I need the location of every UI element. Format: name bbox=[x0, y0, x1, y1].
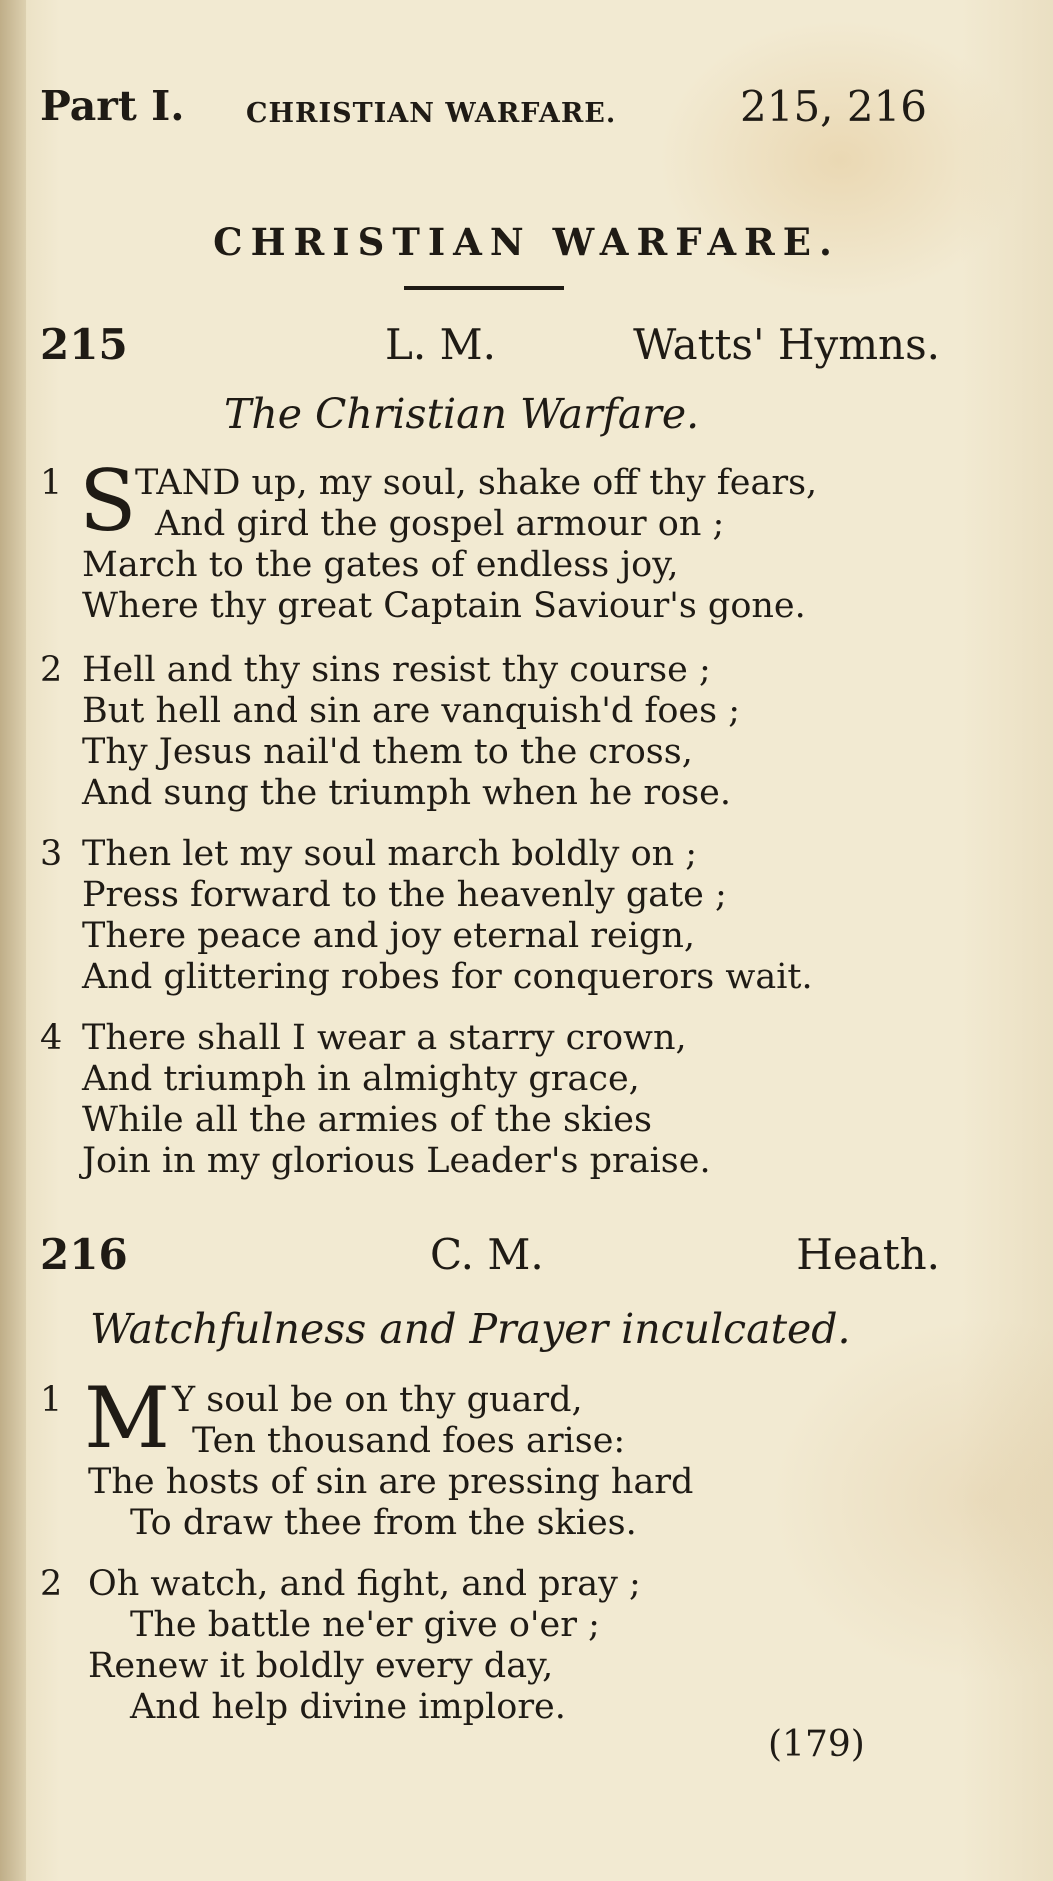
verse-line: And sung the triumph when he rose. bbox=[82, 773, 732, 813]
verse bbox=[40, 452, 940, 633]
verse-number: 1 bbox=[40, 463, 63, 503]
hymn-number: 216 bbox=[40, 1230, 128, 1279]
page-gutter bbox=[0, 0, 26, 1881]
verse-line: But hell and sin are vanquish'd foes ; bbox=[82, 691, 741, 731]
verse-line: The hosts of sin are pressing hard bbox=[88, 1462, 694, 1502]
verse-line: Hell and thy sins resist thy course ; bbox=[82, 650, 711, 690]
running-head bbox=[40, 82, 940, 142]
verse-number: 4 bbox=[40, 1018, 63, 1058]
section-heading: CHRISTIAN WARFARE. bbox=[213, 220, 840, 264]
verse-line: And gird the gospel armour on ; bbox=[155, 504, 725, 544]
drop-cap: M bbox=[84, 1369, 171, 1467]
verse-line: There shall I wear a starry crown, bbox=[82, 1018, 687, 1058]
verse-line: Press forward to the heavenly gate ; bbox=[82, 875, 727, 915]
hymn-source: Watts' Hymns. bbox=[633, 320, 940, 369]
verse-line: Y soul be on thy guard, bbox=[172, 1380, 583, 1420]
verse-line: The battle ne'er give o'er ; bbox=[130, 1605, 600, 1645]
hymn-number: 215 bbox=[40, 320, 128, 369]
verse-line: Oh watch, and fight, and pray ; bbox=[88, 1564, 641, 1604]
verse-line: There peace and joy eternal reign, bbox=[82, 916, 696, 956]
verse-number: 1 bbox=[40, 1380, 63, 1420]
section-rule bbox=[404, 286, 564, 290]
running-head-title: CHRISTIAN WARFARE. bbox=[246, 98, 617, 129]
hymn-subtitle: The Christian Warfare. bbox=[224, 390, 700, 438]
hymn-meter: C. M. bbox=[430, 1230, 544, 1279]
verse-line: Thy Jesus nail'd them to the cross, bbox=[82, 732, 693, 772]
verse-line: While all the armies of the skies bbox=[82, 1100, 652, 1140]
verse-line: March to the gates of endless joy, bbox=[82, 545, 679, 585]
verse bbox=[40, 1369, 940, 1550]
verse-line: Ten thousand foes arise: bbox=[192, 1421, 626, 1461]
verse-line: Renew it boldly every day, bbox=[88, 1646, 554, 1686]
verse-number: 3 bbox=[40, 834, 63, 874]
hymn-subtitle: Watchfulness and Prayer inculcated. bbox=[90, 1305, 851, 1353]
page-number: (179) bbox=[768, 1724, 865, 1765]
verse-number: 2 bbox=[40, 650, 63, 690]
verse bbox=[40, 834, 940, 1004]
verse bbox=[40, 1564, 940, 1734]
verse-line: Where thy great Captain Saviour's gone. bbox=[82, 586, 806, 626]
verse-line: Then let my soul march boldly on ; bbox=[82, 834, 698, 874]
verse-number: 2 bbox=[40, 1564, 63, 1604]
hymn-source: Heath. bbox=[796, 1230, 940, 1279]
verse-line: And triumph in almighty grace, bbox=[82, 1059, 640, 1099]
running-head-hymn-numbers: 215, 216 bbox=[740, 82, 928, 131]
verse-line: Join in my glorious Leader's praise. bbox=[82, 1141, 711, 1181]
verse-line: TAND up, my soul, shake off thy fears, bbox=[135, 463, 818, 503]
hymn-header bbox=[40, 1230, 940, 1286]
verse-line: To draw thee from the skies. bbox=[130, 1503, 637, 1543]
verse-line: And help divine implore. bbox=[130, 1687, 566, 1727]
running-head-part: Part I. bbox=[40, 82, 185, 130]
drop-cap: S bbox=[79, 452, 137, 550]
verse bbox=[40, 650, 940, 820]
verse bbox=[40, 1018, 940, 1188]
hymn-header bbox=[40, 320, 940, 376]
verse-line: And glittering robes for conquerors wait. bbox=[82, 957, 813, 997]
hymn-meter: L. M. bbox=[385, 320, 496, 369]
